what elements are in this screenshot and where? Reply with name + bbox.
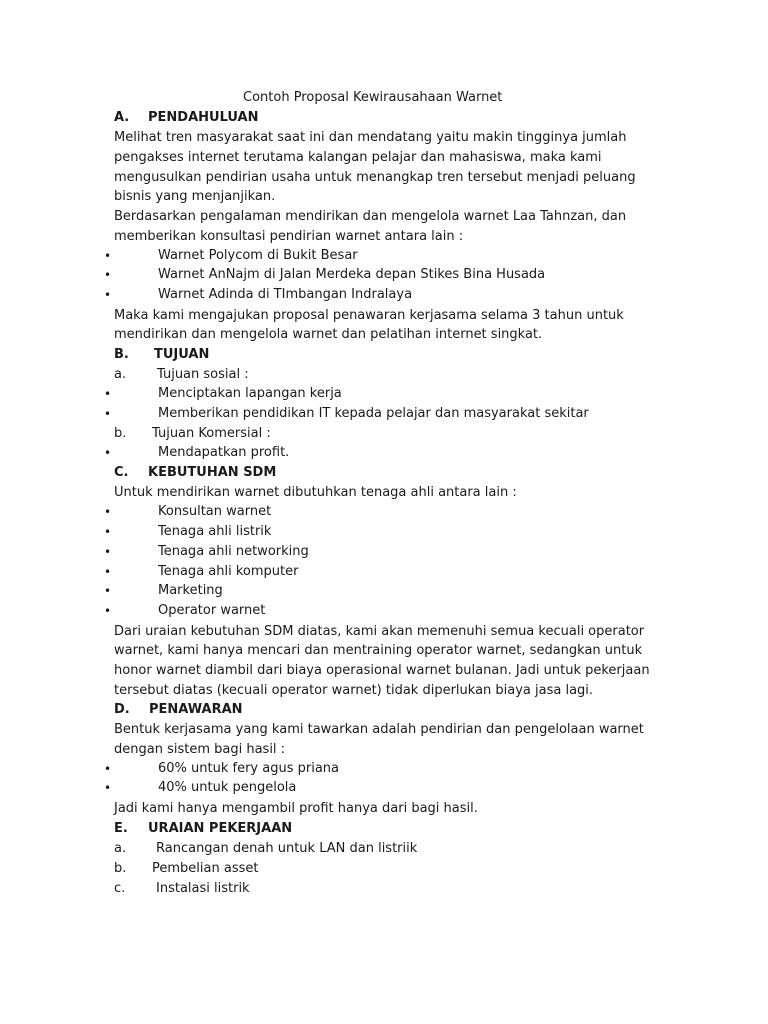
section-b-title: TUJUAN: [154, 347, 210, 362]
text: tersebut diatas (kecuali operator warnet) tidak diperlukan biaya jasa lagi.: [114, 683, 594, 698]
section-c-heading: [0, 463, 768, 483]
paragraph-line: [0, 325, 768, 345]
section-a-letter: A.: [114, 110, 130, 125]
text: honor warnet diambil dari biaya operasional warnet bulanan. Jadi untuk pekerjaan: [114, 663, 650, 678]
list-item: [0, 839, 768, 859]
section-c-letter: C.: [114, 465, 129, 480]
text: pengakses internet terutama kalangan pelajar dan mahasiswa, maka kami: [114, 150, 602, 165]
section-e-heading: [0, 819, 768, 839]
list-item-text: Menciptakan lapangan kerja: [158, 386, 342, 401]
list-item: [0, 502, 768, 522]
list-item: [0, 859, 768, 879]
section-c-title: KEBUTUHAN SDM: [148, 465, 277, 480]
bullet-icon: •: [104, 781, 112, 795]
bullet-icon: •: [104, 249, 112, 263]
bullet-icon: •: [104, 505, 112, 519]
list-item-text: Operator warnet: [158, 603, 266, 618]
bullet-icon: •: [104, 446, 112, 460]
list-item: [0, 759, 768, 779]
list-item: [0, 265, 768, 285]
text: Berdasarkan pengalaman mendirikan dan mengelola warnet Laa Tahnzan, dan: [114, 209, 627, 224]
paragraph-line: [0, 306, 768, 326]
document-title: Contoh Proposal Kewirausahaan Warnet: [243, 90, 503, 105]
paragraph-line: [0, 227, 768, 247]
text: bisnis yang menjanjikan.: [114, 189, 276, 204]
section-a-title: PENDAHULUAN: [148, 110, 259, 125]
text: mendirikan dan mengelola warnet dan pelatihan internet singkat.: [114, 327, 543, 342]
paragraph-line: [0, 681, 768, 701]
list-item: [0, 542, 768, 562]
text: mengusulkan pendirian usaha untuk menangkap tren tersebut menjadi peluang: [114, 170, 636, 185]
list-item: [0, 246, 768, 266]
item-letter: c.: [114, 881, 126, 896]
list-item-text: Tenaga ahli listrik: [158, 524, 272, 539]
section-e-title: URAIAN PEKERJAAN: [148, 821, 293, 836]
item-letter: b.: [114, 861, 127, 876]
list-item-text: Instalasi listrik: [156, 881, 250, 896]
list-item-text: Mendapatkan profit.: [158, 445, 290, 460]
section-b-letter: B.: [114, 347, 129, 362]
text: Untuk mendirikan warnet dibutuhkan tenaga ahli antara lain :: [114, 485, 517, 500]
paragraph-line: [0, 148, 768, 168]
sub-heading: [0, 365, 768, 385]
section-d-title: PENAWARAN: [149, 702, 243, 717]
list-item: [0, 581, 768, 601]
paragraph-line: [0, 483, 768, 503]
bullet-icon: •: [104, 407, 112, 421]
list-item: [0, 285, 768, 305]
bullet-icon: •: [104, 288, 112, 302]
bullet-icon: •: [104, 387, 112, 401]
list-item: [0, 384, 768, 404]
list-item: [0, 522, 768, 542]
bullet-icon: •: [104, 584, 112, 598]
list-item: [0, 601, 768, 621]
list-item-text: 40% untuk pengelola: [158, 780, 297, 795]
sub-letter: a.: [114, 367, 127, 382]
text: Dari uraian kebutuhan SDM diatas, kami akan memenuhi semua kecuali operator: [114, 624, 645, 639]
paragraph-line: [0, 207, 768, 227]
section-d-heading: [0, 700, 768, 720]
paragraph-line: [0, 128, 768, 148]
list-item-text: Marketing: [158, 583, 223, 598]
sub-title: Tujuan sosial :: [157, 367, 249, 382]
list-item-text: 60% untuk fery agus priana: [158, 761, 339, 776]
list-item-text: Warnet AnNajm di Jalan Merdeka depan Stikes Bina Husada: [158, 267, 546, 282]
text: warnet, kami hanya mencari dan mentraining operator warnet, sedangkan untuk: [114, 643, 643, 658]
list-item: [0, 879, 768, 899]
list-item-text: Tenaga ahli networking: [158, 544, 309, 559]
list-item-text: Konsultan warnet: [158, 504, 272, 519]
text: dengan sistem bagi hasil :: [114, 742, 286, 757]
paragraph-line: [0, 740, 768, 760]
list-item-text: Tenaga ahli komputer: [158, 564, 299, 579]
list-item: [0, 443, 768, 463]
paragraph-line: [0, 661, 768, 681]
title-line: [0, 88, 768, 108]
paragraph-line: [0, 720, 768, 740]
list-item-text: Memberikan pendidikan IT kepada pelajar dan masyarakat sekitar: [158, 406, 589, 421]
paragraph-line: [0, 799, 768, 819]
sub-letter: b.: [114, 426, 127, 441]
list-item: [0, 562, 768, 582]
sub-title: Tujuan Komersial :: [152, 426, 271, 441]
list-item-text: Warnet Polycom di Bukit Besar: [158, 248, 358, 263]
text: memberikan konsultasi pendirian warnet antara lain :: [114, 229, 464, 244]
bullet-icon: •: [104, 565, 112, 579]
paragraph-line: [0, 168, 768, 188]
sub-heading: [0, 424, 768, 444]
list-item-text: Pembelian asset: [152, 861, 259, 876]
list-item: [0, 778, 768, 798]
list-item-text: Warnet Adinda di TImbangan Indralaya: [158, 287, 413, 302]
text: Jadi kami hanya mengambil profit hanya dari bagi hasil.: [114, 801, 478, 816]
list-item: [0, 404, 768, 424]
bullet-icon: •: [104, 762, 112, 776]
item-letter: a.: [114, 841, 127, 856]
section-b-heading: [0, 345, 768, 365]
bullet-icon: •: [104, 545, 112, 559]
bullet-icon: •: [104, 604, 112, 618]
section-a-heading: [0, 108, 768, 128]
text: Melihat tren masyarakat saat ini dan mendatang yaitu makin tingginya jumlah: [114, 130, 627, 145]
text: Maka kami mengajukan proposal penawaran kerjasama selama 3 tahun untuk: [114, 308, 624, 323]
bullet-icon: •: [104, 268, 112, 282]
paragraph-line: [0, 622, 768, 642]
bullet-icon: •: [104, 525, 112, 539]
section-d-letter: D.: [114, 702, 130, 717]
paragraph-line: [0, 641, 768, 661]
section-e-letter: E.: [114, 821, 128, 836]
paragraph-line: [0, 187, 768, 207]
list-item-text: Rancangan denah untuk LAN dan listriik: [156, 841, 418, 856]
text: Bentuk kerjasama yang kami tawarkan adalah pendirian dan pengelolaan warnet: [114, 722, 644, 737]
